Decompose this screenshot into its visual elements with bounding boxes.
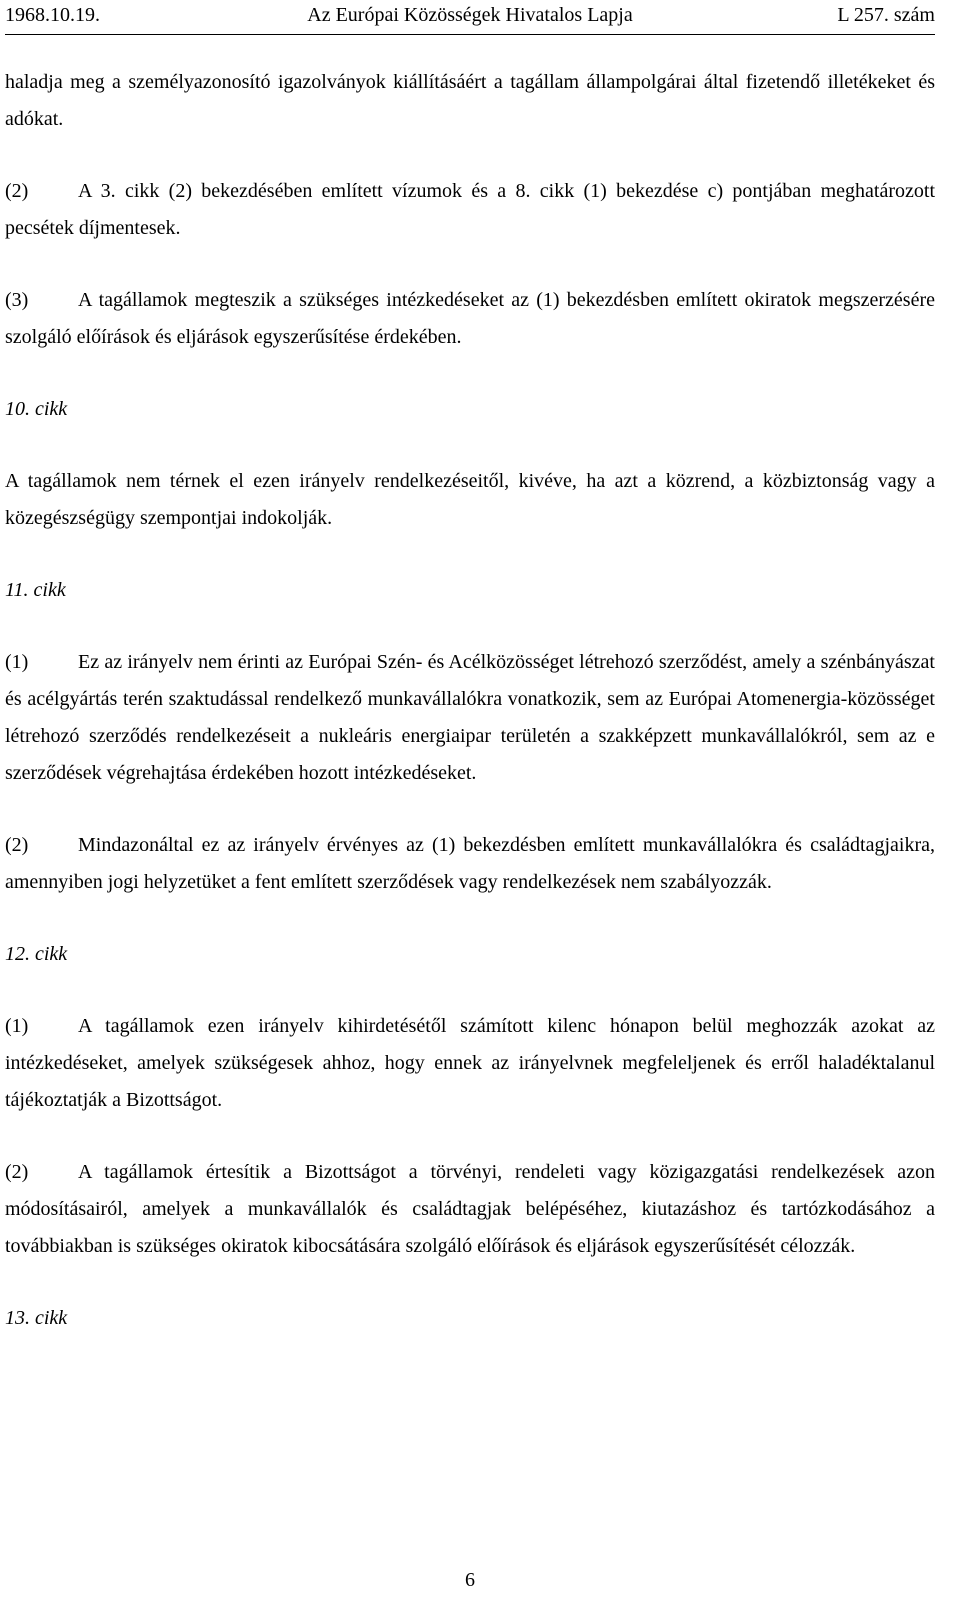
paragraph-number: (1) bbox=[5, 651, 29, 673]
page-number: 6 bbox=[465, 1569, 475, 1591]
paragraph-text: Mindazonáltal ez az irányelv érvényes az (1) bekezdésben említett munkavállalókra és családtagjaikra, amennyiben jogi helyzetüket a fent említett szerződések vagy rendelkezések nem szabályozzák. bbox=[5, 834, 935, 893]
article-12-paragraph-1 bbox=[5, 1008, 935, 1119]
paragraph-continued: haladja meg a személyazonosító igazolványok kiállításáért a tagállam állampolgárai által fizetendő illetékeket és adókat. bbox=[5, 71, 935, 130]
header-issue-number: L 257. szám bbox=[837, 4, 935, 26]
document-body bbox=[5, 64, 935, 1337]
paragraph-text: A tagállamok értesítik a Bizottságot a törvényi, rendeleti vagy közigazgatási rendelkezések azon módosításairól, amelyek a munkavállalók és családtagjak belépéséhez, kiutazáshoz és tartózkodásához a továbbiakban is szükséges okiratok kibocsátására szolgáló előírások és eljárások egyszerűsítését célozzák. bbox=[5, 1161, 935, 1257]
article-12-paragraph-2 bbox=[5, 1154, 935, 1265]
header-journal-title: Az Európai Közösségek Hivatalos Lapja bbox=[307, 4, 633, 26]
article-11-paragraph-1 bbox=[5, 644, 935, 792]
article-13-heading: 13. cikk bbox=[5, 1307, 68, 1329]
paragraph-text: Ez az irányelv nem érinti az Európai Szén- és Acélközösséget létrehozó szerződést, amely a szénbányászat és acélgyártás terén szaktudással rendelkező munkavállalókra vonatkozik, sem az Európai Atomenergia-közösséget létrehozó szerződés rendelkezéseit a nukleáris energiaipar területén a szakképzett munkavállalókról, sem az e szerződések végrehajtása érdekében hozott intézkedéseket. bbox=[5, 651, 935, 784]
paragraph-2 bbox=[5, 173, 935, 247]
article-12-heading: 12. cikk bbox=[5, 943, 68, 965]
paragraph-number: (1) bbox=[5, 1015, 29, 1037]
article-10-heading: 10. cikk bbox=[5, 398, 68, 420]
paragraph-number: (2) bbox=[5, 834, 29, 856]
article-10-text: A tagállamok nem térnek el ezen irányelv rendelkezéseitől, kivéve, ha azt a közrend, a közbiztonság vagy a közegészségügy szempontjai indokolják. bbox=[5, 470, 935, 529]
header-date: 1968.10.19. bbox=[5, 4, 100, 26]
paragraph-text: A tagállamok megteszik a szükséges intézkedéseket az (1) bekezdésben említett okiratok megszerzésére szolgáló előírások és eljárások egyszerűsítése érdekében. bbox=[5, 289, 935, 348]
article-11-heading: 11. cikk bbox=[5, 579, 66, 601]
paragraph-text: A tagállamok ezen irányelv kihirdetésétől számított kilenc hónapon belül meghozzák azokat az intézkedéseket, amelyek szükségesek ahhoz, hogy ennek az irányelvnek megfeleljenek és erről haladéktalanul tájékoztatják a Bizottságot. bbox=[5, 1015, 935, 1111]
article-11-paragraph-2 bbox=[5, 827, 935, 901]
paragraph-number: (2) bbox=[5, 1161, 29, 1183]
paragraph-3 bbox=[5, 282, 935, 356]
paragraph-number: (3) bbox=[5, 289, 29, 311]
paragraph-text: A 3. cikk (2) bekezdésében említett vízumok és a 8. cikk (1) bekezdése c) pontjában meghatározott pecsétek díjmentesek. bbox=[5, 180, 935, 239]
paragraph-number: (2) bbox=[5, 180, 29, 202]
page-header bbox=[5, 0, 935, 35]
